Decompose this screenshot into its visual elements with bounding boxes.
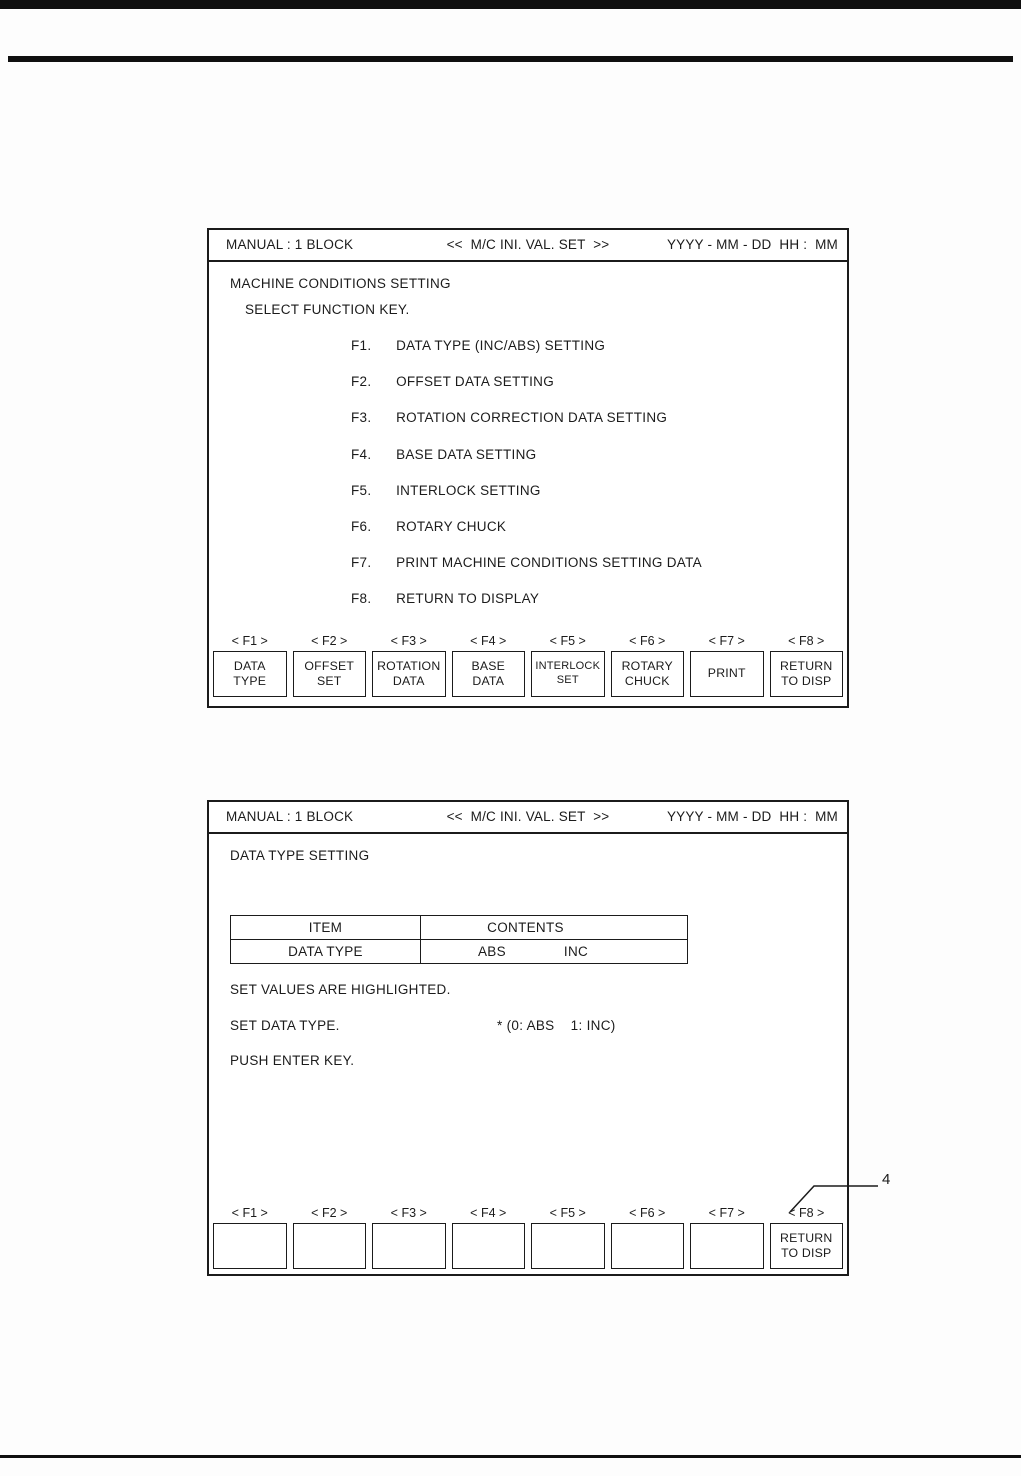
page-subtitle: SELECT FUNCTION KEY.: [245, 302, 410, 317]
callout-number: 4: [882, 1171, 891, 1188]
fkey-label-f2: < F2 >: [311, 1206, 348, 1220]
fkey-button-f6: [611, 651, 685, 697]
menu-item-key: F8.: [351, 591, 372, 607]
fkey-button-f8: [770, 651, 844, 697]
menu-item-f5: [209, 483, 847, 519]
fkey-button-text: OFFSET: [304, 658, 355, 673]
fkey-button-text: CHUCK: [624, 674, 670, 688]
fkey-label-f5: < F5 >: [549, 1206, 586, 1220]
fkey-button-text: RETURN: [780, 1230, 833, 1245]
fkey-button-text: TO DISP: [781, 1246, 832, 1260]
menu-item-label: DATA TYPE (INC/ABS) SETTING: [396, 338, 606, 353]
mode-label: MANUAL : 1 BLOCK: [226, 237, 354, 252]
menu-item-key: F5.: [351, 482, 372, 498]
fkey-label-row: [210, 634, 846, 648]
screen-status-bar: [209, 802, 847, 834]
header-rule: [8, 56, 1013, 62]
menu-item-label: RETURN TO DISPLAY: [396, 591, 540, 607]
value-abs: ABS: [478, 944, 506, 959]
fkey-button-text: RETURN: [780, 658, 833, 673]
screen-data-type-setting: [207, 800, 849, 1276]
menu-item-f4: [209, 447, 847, 483]
fkey-button-f4: [452, 1223, 526, 1269]
fkey-label-f7: < F7 >: [708, 1206, 745, 1220]
fkey-button-f7: [690, 651, 764, 697]
fkey-label-row: [210, 1206, 846, 1220]
fkey-button-text: SET: [316, 674, 342, 688]
fkey-button-f2: [293, 651, 367, 697]
top-edge-rule: [0, 0, 1021, 9]
fkey-label-f6: < F6 >: [629, 634, 666, 648]
page-title: MACHINE CONDITIONS SETTING: [230, 276, 451, 291]
message-set-data-type: SET DATA TYPE.: [230, 1018, 340, 1033]
mode-label: MANUAL : 1 BLOCK: [226, 809, 354, 824]
fkey-button-f1: [213, 651, 287, 697]
fkey-label-f4: < F4 >: [470, 1206, 507, 1220]
fkey-button-f1: [213, 1223, 287, 1269]
menu-item-f2: [209, 374, 847, 410]
message-highlighted: SET VALUES ARE HIGHLIGHTED.: [230, 982, 451, 997]
datetime-label: YYYY - MM - DD HH : MM: [666, 809, 838, 824]
fkey-button-text: SET: [556, 674, 579, 686]
fkey-button-text: BASE: [471, 658, 506, 673]
menu-item-key: F1.: [351, 338, 372, 353]
bottom-rule: [0, 1455, 1021, 1458]
fkey-button-row: [210, 651, 846, 697]
menu-item-f1: [209, 338, 847, 374]
menu-item-label: INTERLOCK SETTING: [396, 482, 541, 498]
fkey-button-text: DATA: [472, 674, 505, 688]
fkey-button-f8: [770, 1223, 844, 1269]
fkey-button-f4: [452, 651, 526, 697]
message-set-note: * (0: ABS 1: INC): [497, 1018, 616, 1033]
menu-item-key: F6.: [351, 518, 372, 534]
fkey-label-f8: < F8 >: [788, 1206, 825, 1220]
fkey-button-f7: [690, 1223, 764, 1269]
screen-name: << M/C INI. VAL. SET >>: [446, 809, 610, 824]
column-header-item: ITEM: [231, 916, 421, 939]
menu-item-f7: [209, 555, 847, 591]
fkey-button-text: TYPE: [233, 674, 267, 688]
fkey-label-f6: < F6 >: [629, 1206, 666, 1220]
table-row: [231, 939, 687, 963]
row-values: [421, 940, 687, 963]
menu-item-label: OFFSET DATA SETTING: [396, 374, 555, 390]
column-header-contents: CONTENTS: [487, 920, 564, 935]
menu-item-label: BASE DATA SETTING: [396, 446, 537, 462]
fkey-button-f3: [372, 651, 446, 697]
fkey-button-f5: [531, 1223, 605, 1269]
datetime-label: YYYY - MM - DD HH : MM: [666, 237, 838, 252]
fkey-label-f1: < F1 >: [231, 1206, 268, 1220]
fkey-label-f7: < F7 >: [708, 634, 745, 648]
fkey-label-f4: < F4 >: [470, 634, 507, 648]
menu-item-key: F3.: [351, 410, 372, 426]
fkey-button-text: DATA: [392, 674, 425, 688]
screen-name: << M/C INI. VAL. SET >>: [446, 237, 610, 252]
fkey-button-text: ROTARY: [621, 658, 673, 673]
fkey-button-f3: [372, 1223, 446, 1269]
fkey-button-text: DATA: [233, 658, 266, 673]
data-type-table: [230, 915, 688, 964]
menu-item-label: ROTATION CORRECTION DATA SETTING: [396, 410, 668, 426]
screen-status-bar: [209, 230, 847, 262]
menu-item-f8: [209, 591, 847, 627]
menu-item-key: F7.: [351, 555, 372, 571]
menu-item-f3: [209, 410, 847, 446]
menu-item-key: F2.: [351, 374, 372, 390]
table-header-row: [231, 916, 687, 939]
fkey-label-f3: < F3 >: [390, 634, 427, 648]
value-inc: INC: [563, 944, 589, 959]
fkey-button-text: ROTATION: [377, 658, 441, 673]
fkey-button-f2: [293, 1223, 367, 1269]
function-menu: [209, 338, 847, 628]
fkey-label-f1: < F1 >: [231, 634, 268, 648]
fkey-label-f2: < F2 >: [311, 634, 348, 648]
fkey-button-row: [210, 1223, 846, 1269]
menu-item-label: ROTARY CHUCK: [396, 518, 507, 534]
fkey-button-f6: [611, 1223, 685, 1269]
menu-item-label: PRINT MACHINE CONDITIONS SETTING DATA: [396, 555, 702, 571]
fkey-button-text: INTERLOCK: [535, 660, 601, 673]
row-label-data-type: DATA TYPE: [231, 940, 421, 963]
fkey-button-text: PRINT: [707, 666, 746, 681]
fkey-label-f8: < F8 >: [788, 634, 825, 648]
menu-item-f6: [209, 519, 847, 555]
fkey-label-f5: < F5 >: [549, 634, 586, 648]
menu-item-key: F4.: [351, 446, 372, 462]
message-push-enter: PUSH ENTER KEY.: [230, 1053, 355, 1068]
fkey-label-f3: < F3 >: [390, 1206, 427, 1220]
fkey-button-text: TO DISP: [781, 674, 832, 688]
fkey-button-f5: [531, 651, 605, 697]
page-title: DATA TYPE SETTING: [230, 848, 370, 863]
screen-machine-conditions-setting: [207, 228, 849, 708]
